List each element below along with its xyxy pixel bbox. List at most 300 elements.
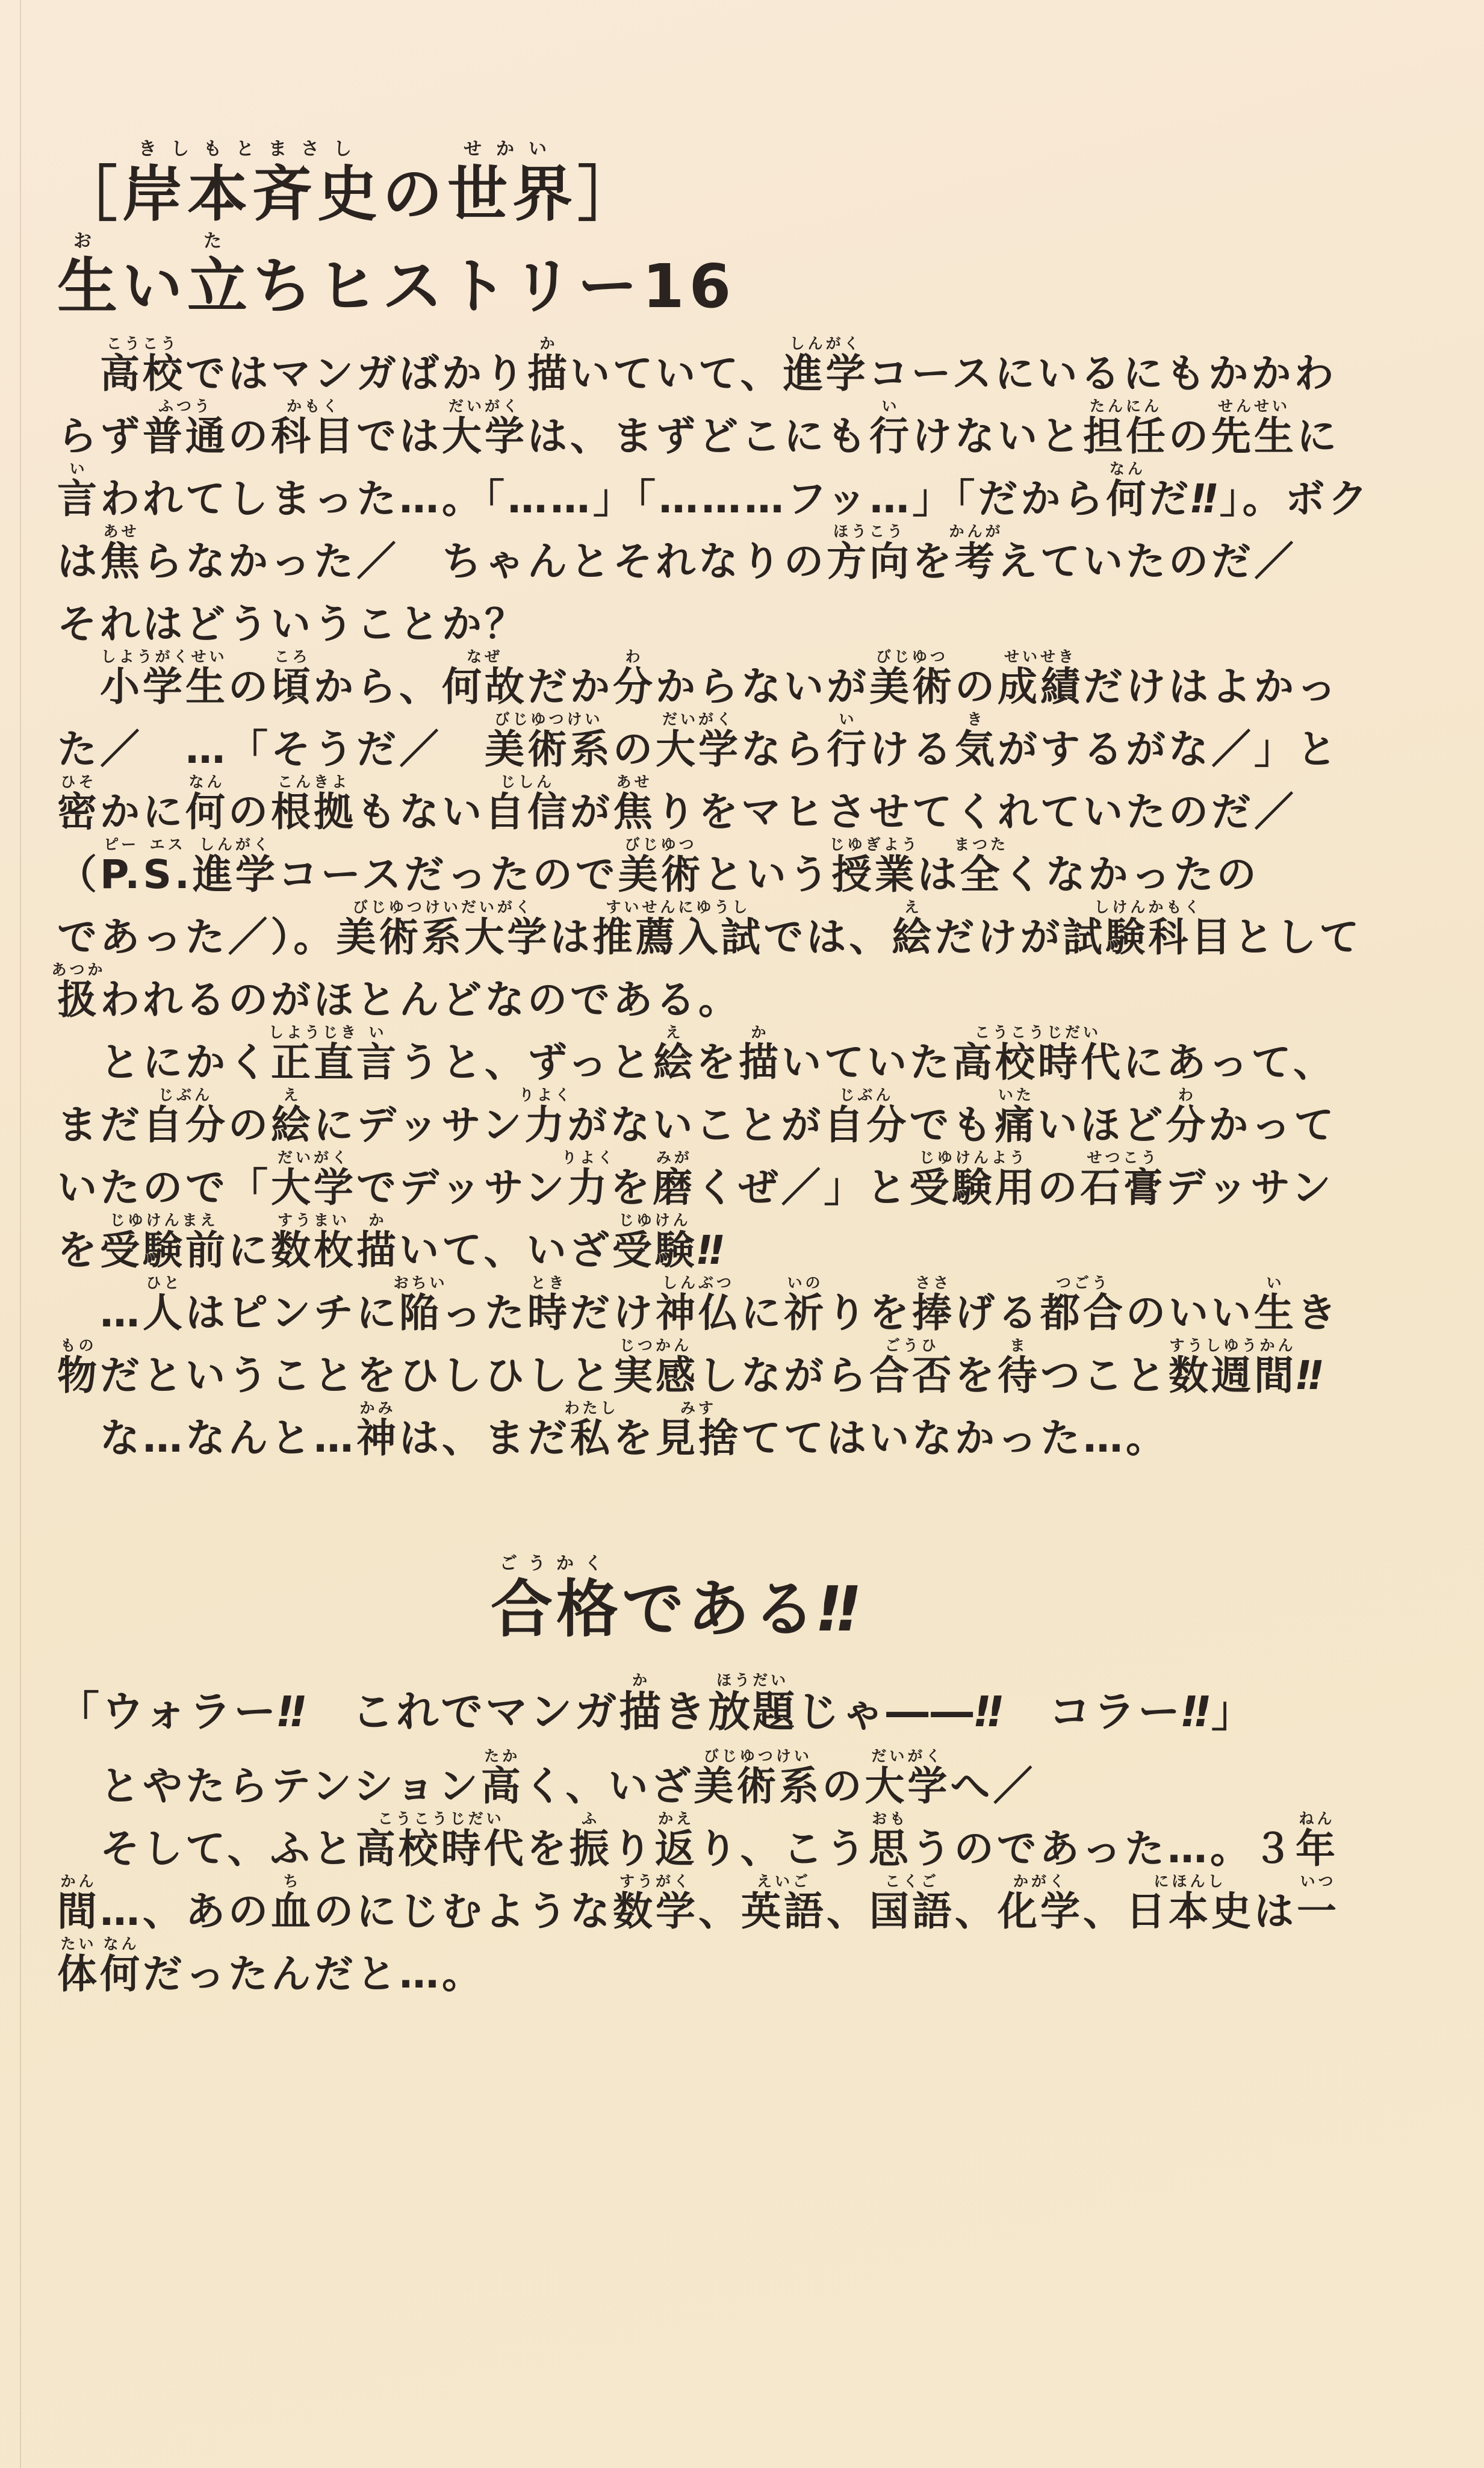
- ruby-segment: りよく 力: [561, 1149, 616, 1211]
- headline-gokaku: [57, 1462, 1484, 1674]
- line-text: [57, 523, 1297, 585]
- ruby-segment: しんぶつ 神仏: [656, 1274, 741, 1336]
- furigana: りよく: [518, 1086, 573, 1104]
- furigana: いた: [998, 1086, 1034, 1104]
- furigana: じゆぎよう: [829, 836, 920, 853]
- text-segment: えていたのだ／: [998, 538, 1297, 585]
- line-text: [51, 961, 741, 1023]
- furigana: なん: [1109, 460, 1146, 477]
- text-segment: は、まずどこにも: [527, 413, 869, 459]
- text-segment: だけ: [570, 1290, 656, 1336]
- furigana: わ: [625, 648, 644, 665]
- furigana: あつか: [51, 961, 106, 978]
- ruby-segment: え 絵: [892, 898, 935, 960]
- text-segment: [57, 664, 100, 710]
- ruby-segment: じしん 自信: [485, 773, 570, 835]
- text-segment: であった／）。: [57, 914, 337, 960]
- furigana: すうがく: [619, 1873, 692, 1890]
- text-segment: コースにいるにもかかわ: [868, 350, 1337, 397]
- text-segment: な…なんと…: [57, 1415, 356, 1461]
- text-segment: からないが: [656, 664, 869, 710]
- line-text: [57, 1747, 1036, 1809]
- furigana: びじゆつ: [875, 648, 949, 665]
- text-segment: へ／: [950, 1763, 1036, 1809]
- ruby-segment: か 描: [527, 335, 570, 397]
- furigana: にほんし: [1153, 1873, 1226, 1890]
- furigana: お: [73, 231, 106, 252]
- furigana: せんせい: [1217, 397, 1291, 415]
- text-segment: の: [1037, 1164, 1081, 1211]
- furigana: すうまい: [277, 1211, 350, 1229]
- line-text: [57, 138, 642, 229]
- furigana: かん: [60, 1873, 97, 1890]
- furigana: か: [751, 1024, 769, 1041]
- text-segment: は: [550, 914, 593, 960]
- text-segment: の: [228, 1102, 271, 1148]
- text-segment: では: [356, 413, 442, 459]
- ruby-segment: すうしゆうかん 数週間: [1169, 1337, 1297, 1399]
- text-segment: 、: [955, 1888, 998, 1935]
- ruby-segment: いの 祈: [784, 1274, 827, 1336]
- ruby-segment: こんきよ 根拠: [271, 773, 356, 835]
- furigana: い: [881, 397, 900, 415]
- furigana: びじゆつけい: [494, 710, 603, 728]
- text-segment: り、こう: [697, 1826, 869, 1872]
- text-segment: の: [822, 1763, 865, 1809]
- furigana: だいがく: [277, 1149, 350, 1166]
- ruby-segment: せんせい 先生: [1211, 397, 1297, 459]
- text-segment: …、あの: [100, 1888, 271, 1935]
- ruby-segment: こうこうじだい 高校時代: [355, 1810, 527, 1872]
- ruby-segment: りよく 力: [518, 1086, 573, 1148]
- ruby-segment: だいがく 大学: [656, 710, 741, 772]
- ruby-segment: きしもとまさし 岸本斉史: [122, 138, 382, 229]
- furigana: びじゆつけい: [703, 1747, 812, 1765]
- double-exclamation: ‼: [273, 1687, 312, 1736]
- text-line-2: [57, 397, 1484, 460]
- ruby-segment: びじゆつけい 美術系: [485, 710, 613, 772]
- exclamation-line: [57, 1671, 1484, 1747]
- ruby-segment: かがく 化学: [998, 1873, 1083, 1935]
- furigana: ピー: [104, 836, 140, 853]
- furigana: え: [665, 1024, 684, 1041]
- furigana: い: [839, 710, 857, 728]
- ruby-segment: じゆけんよう 受験用: [909, 1149, 1038, 1211]
- text-segment: われてしまった…。「……」「………フッ…」「だから: [100, 476, 1107, 522]
- furigana: こうこうじだい: [975, 1024, 1102, 1041]
- ruby-segment: ふつう 普通: [143, 397, 228, 459]
- furigana: とき: [530, 1274, 567, 1292]
- line-text: [57, 648, 1340, 710]
- furigana: なん: [103, 1935, 140, 1953]
- double-exclamation: ‼: [1293, 1352, 1329, 1399]
- furigana: こうこうじだい: [377, 1810, 504, 1827]
- ruby-segment: え 絵: [271, 1086, 314, 1148]
- ruby-segment: い 言: [356, 1024, 399, 1086]
- line-text: [57, 1024, 1337, 1086]
- text-line-16: [57, 1274, 1484, 1337]
- furigana: わたし: [564, 1399, 619, 1417]
- ruby-segment: えいご 英語: [741, 1873, 827, 1935]
- furigana: じぶん: [158, 1086, 213, 1104]
- furigana: いの: [787, 1274, 824, 1292]
- text-segment: いていて、: [570, 350, 783, 397]
- ruby-segment: だいがく 大学: [865, 1747, 951, 1809]
- text-segment: しながら: [698, 1352, 869, 1399]
- furigana: しんぶつ: [662, 1274, 735, 1292]
- ruby-segment: じぶん 自分: [143, 1086, 228, 1148]
- ruby-segment: じぶん 自分: [824, 1086, 910, 1148]
- text-segment: ける: [869, 726, 955, 772]
- ruby-segment: ごうひ 合否: [869, 1337, 955, 1399]
- ruby-segment: ごうかく 合格: [491, 1553, 622, 1646]
- furigana: みが: [656, 1149, 692, 1166]
- text-segment: とにかく: [57, 1039, 271, 1086]
- furigana: じつかん: [619, 1337, 692, 1354]
- ruby-segment: しようじき 正直: [268, 1024, 359, 1086]
- text-segment: それはどういうことか？: [57, 601, 527, 647]
- text-segment: を: [57, 1227, 100, 1273]
- text-line-17: [57, 1337, 1484, 1399]
- furigana: すうしゆうかん: [1169, 1337, 1296, 1354]
- text-line-3: [57, 460, 1484, 523]
- text-line-7: [57, 710, 1484, 773]
- text-segment: り: [612, 1826, 655, 1872]
- text-segment: にデッサン: [314, 1102, 525, 1148]
- furigana: まつた: [954, 836, 1009, 853]
- furigana: あせ: [616, 773, 653, 791]
- ruby-segment: じつかん 実感: [613, 1337, 698, 1399]
- text-segment: に: [741, 1290, 784, 1336]
- page-subtitle: [57, 231, 1484, 322]
- furigana: えいご: [756, 1873, 812, 1890]
- text-segment: けないと: [912, 413, 1083, 459]
- ruby-segment: わ 分: [1166, 1086, 1209, 1148]
- text-segment: の: [228, 789, 271, 835]
- text-segment: [1293, 1352, 1329, 1399]
- furigana: ほうこう: [833, 523, 906, 540]
- text-line-5: [57, 585, 1484, 648]
- text-segment: つこと: [1040, 1352, 1169, 1399]
- ruby-segment: か 描: [356, 1211, 399, 1273]
- line-text: [57, 710, 1340, 772]
- furigana: い: [69, 460, 88, 477]
- ruby-segment: すうまい 数枚: [271, 1211, 356, 1273]
- text-segment: まだ: [57, 1102, 143, 1148]
- furigana: ま: [1010, 1337, 1028, 1354]
- text-segment: くなかったの: [1002, 851, 1259, 898]
- ruby-segment: もの 物: [57, 1337, 100, 1399]
- text-segment: もない: [356, 789, 485, 835]
- ruby-segment: いた 痛: [995, 1086, 1038, 1148]
- text-segment: の: [613, 726, 656, 772]
- furigana: ねん: [1299, 1810, 1335, 1827]
- line-text: [57, 1399, 1169, 1461]
- text-segment: なら: [741, 726, 827, 772]
- furigana: じぶん: [839, 1086, 894, 1104]
- ruby-segment: まつた 全: [954, 836, 1009, 898]
- text-segment: 、: [1083, 1888, 1126, 1935]
- ruby-segment: あつか 扱: [51, 961, 106, 1023]
- ruby-segment: しんがく 進学: [192, 836, 278, 898]
- ruby-segment: え 絵: [653, 1024, 697, 1086]
- ruby-segment: つごう 都合: [1040, 1274, 1126, 1336]
- text-segment: を: [696, 1039, 739, 1086]
- furigana: なん: [188, 773, 225, 791]
- furigana: か: [539, 335, 558, 352]
- ruby-segment: しんがく 進学: [783, 335, 869, 397]
- ruby-segment: びじゆつけいだいがく 美術系大学: [336, 898, 550, 960]
- text-segment: いていた: [781, 1039, 953, 1086]
- text-segment: ］: [577, 159, 642, 229]
- text-segment: を: [912, 538, 955, 585]
- ruby-segment: エス S.: [143, 836, 193, 898]
- furigana: たい: [60, 1935, 97, 1953]
- text-segment: は: [57, 538, 100, 585]
- text-line-21: [57, 1747, 1484, 1810]
- furigana: つごう: [1055, 1274, 1111, 1292]
- text-line-18: [57, 1399, 1484, 1462]
- ruby-segment: ころ 頃: [271, 648, 314, 710]
- text-segment: [57, 350, 100, 397]
- line-text: [57, 460, 1371, 522]
- ruby-segment: たい 体: [57, 1935, 100, 1997]
- ruby-segment: いつ 一: [1297, 1873, 1340, 1935]
- furigana: だいがく: [871, 1747, 944, 1765]
- text-segment: [693, 1227, 730, 1273]
- text-segment: いほど: [1037, 1102, 1166, 1148]
- text-segment: ではマンガばかり: [185, 350, 527, 397]
- furigana: ころ: [274, 648, 311, 665]
- text-segment: き: [663, 1687, 709, 1736]
- text-segment: が: [570, 789, 613, 835]
- text-segment: の: [955, 664, 998, 710]
- text-segment: でも: [909, 1102, 995, 1148]
- text-segment: だということをひしひしと: [100, 1352, 613, 1399]
- text-segment: から、: [314, 664, 442, 710]
- text-segment: である‼: [622, 1573, 868, 1646]
- furigana: だいがく: [448, 397, 521, 415]
- furigana: た: [203, 231, 236, 252]
- line-text: [57, 1211, 730, 1273]
- text-segment: を: [613, 1415, 656, 1461]
- furigana: すいせんにゆうし: [606, 898, 751, 916]
- furigana: わ: [1178, 1086, 1196, 1104]
- furigana: ひと: [146, 1274, 182, 1292]
- furigana: せかい: [464, 138, 561, 160]
- line-text: [57, 1337, 1329, 1399]
- ruby-segment: い 行: [827, 710, 869, 772]
- ruby-segment: かえ 返: [654, 1810, 698, 1872]
- furigana: びじゆつ: [624, 836, 697, 853]
- double-exclamation: ‼: [1178, 1687, 1216, 1736]
- line-text: [57, 601, 527, 647]
- ruby-segment: ささ 捧: [912, 1274, 955, 1336]
- furigana: じゆけんよう: [919, 1149, 1028, 1166]
- text-segment: く、いざ: [523, 1763, 694, 1809]
- text-segment: 、: [698, 1888, 741, 1935]
- text-segment: 「ウォラー‼ これでマンガ: [57, 1687, 619, 1736]
- line-text: [57, 1810, 1339, 1872]
- line-text: [57, 1149, 1334, 1211]
- furigana: せつこう: [1087, 1149, 1160, 1166]
- ruby-segment: とき 時: [527, 1274, 570, 1336]
- text-segment: われるのがほとんどなのである。: [100, 977, 741, 1023]
- text-segment: がないことが: [567, 1102, 824, 1148]
- line-text: [57, 836, 1259, 898]
- text-segment: だけが: [934, 914, 1063, 960]
- furigana: だいがく: [662, 710, 735, 728]
- text-segment: はピンチに: [185, 1290, 399, 1336]
- furigana: しようじき: [268, 1024, 359, 1041]
- ruby-segment: せいせき 成績: [998, 648, 1083, 710]
- text-segment: にあって、: [1123, 1039, 1337, 1086]
- text-segment: （: [57, 851, 100, 898]
- furigana: しんがく: [199, 836, 272, 853]
- text-segment: …: [57, 1290, 143, 1336]
- ruby-segment: あせ 焦: [100, 523, 143, 585]
- text-segment: のいい: [1126, 1290, 1254, 1336]
- furigana: ふつう: [158, 397, 213, 415]
- ruby-segment: だいがく 大学: [442, 397, 527, 459]
- text-line-4: [57, 523, 1484, 585]
- text-segment: かに: [100, 789, 185, 835]
- text-segment: かって: [1208, 1102, 1337, 1148]
- line-text: [57, 231, 736, 322]
- text-segment: らなかった／ ちゃんとそれなりの: [143, 538, 827, 585]
- text-segment: でデッサン: [356, 1164, 568, 1211]
- furigana: じゆけんまえ: [110, 1211, 219, 1229]
- text-segment: の: [382, 159, 447, 229]
- ruby-segment: ピー P.: [100, 836, 143, 898]
- ruby-segment: き 気: [955, 710, 998, 772]
- line-text: [57, 1086, 1337, 1148]
- text-segment: の: [228, 413, 271, 459]
- furigana: たか: [484, 1747, 521, 1765]
- ruby-segment: なん 何: [185, 773, 228, 835]
- furigana: あせ: [103, 523, 140, 540]
- ruby-segment: ひそ 密: [57, 773, 100, 835]
- text-segment: うと、ずっと: [399, 1039, 654, 1086]
- ruby-segment: か 描: [739, 1024, 782, 1086]
- double-exclamation: ‼: [970, 1687, 1009, 1736]
- ruby-segment: こうこう 高校: [100, 335, 185, 397]
- text-segment: がするがな／」と: [998, 726, 1340, 772]
- furigana: い: [1266, 1274, 1285, 1292]
- text-segment: コースだったので: [278, 851, 618, 898]
- ruby-segment: お 生: [57, 231, 122, 322]
- text-line-15: [57, 1211, 1484, 1274]
- text-segment: ちヒストリー16: [252, 251, 736, 322]
- ruby-segment: こうこうじだい 高校時代: [952, 1024, 1124, 1086]
- text-segment: げる: [955, 1290, 1040, 1336]
- ruby-segment: い 生: [1254, 1274, 1297, 1336]
- text-segment: に: [1297, 413, 1340, 459]
- ruby-segment: びじゆつ 美術: [869, 648, 955, 710]
- furigana: かがく: [1013, 1873, 1068, 1890]
- ruby-segment: ひと 人: [143, 1274, 185, 1336]
- ruby-segment: じゆぎよう 授業: [829, 836, 920, 898]
- text-segment: じゃ――‼ コラー‼」: [797, 1687, 1256, 1736]
- ruby-segment: わ 分: [613, 648, 656, 710]
- text-segment: いたので「: [57, 1164, 271, 1211]
- ruby-segment: い 言: [57, 460, 100, 522]
- ruby-segment: おちい 陥: [393, 1274, 448, 1336]
- text-segment: りをマヒさせてくれていたのだ／: [656, 789, 1297, 835]
- text-segment: ［: [57, 159, 122, 229]
- furigana: かんが: [949, 523, 1004, 540]
- furigana: い: [368, 1024, 387, 1041]
- ruby-segment: すいせんにゆうし 推薦入試: [592, 898, 764, 960]
- ruby-segment: じゆけん 受験: [612, 1211, 698, 1273]
- furigana: びじゆつけいだいがく: [352, 898, 533, 916]
- furigana: きしもとまさし: [138, 138, 366, 160]
- ruby-segment: ほうだい 放題: [708, 1671, 798, 1736]
- ruby-segment: せつこう 石膏: [1080, 1149, 1166, 1211]
- ruby-segment: た 立: [187, 231, 252, 322]
- ruby-segment: せかい 世界: [447, 138, 577, 229]
- furigana: しけんかもく: [1094, 898, 1203, 916]
- furigana: おちい: [393, 1274, 448, 1292]
- ruby-segment: しようがくせい 小学生: [100, 648, 228, 710]
- furigana: せいせき: [1004, 648, 1077, 665]
- furigana: もの: [60, 1337, 97, 1354]
- furigana: か: [632, 1671, 651, 1689]
- ruby-segment: だいがく 大学: [271, 1149, 356, 1211]
- line-text: [57, 397, 1340, 459]
- text-segment: だったんだと…。: [143, 1951, 485, 1997]
- line-text: [57, 1671, 1256, 1736]
- furigana: たんにん: [1089, 397, 1163, 415]
- text-segment: た／ …「そうだ／: [57, 726, 485, 772]
- text-segment: くぜ／」と: [695, 1164, 910, 1211]
- text-line-8: [57, 773, 1484, 836]
- text-segment: だか: [527, 664, 613, 710]
- text-segment: った: [442, 1290, 527, 1336]
- series-title: [57, 138, 1484, 229]
- furigana: りよく: [561, 1149, 616, 1166]
- line-text: [57, 1873, 1340, 1935]
- article-body: [51, 335, 1484, 1998]
- text-line-6: [57, 648, 1484, 710]
- furigana: ごうひ: [884, 1337, 940, 1354]
- furigana: こくご: [884, 1873, 940, 1890]
- double-exclamation: ‼: [812, 1573, 868, 1646]
- text-segment: として: [1234, 914, 1362, 960]
- furigana: エス: [149, 836, 186, 853]
- ruby-segment: びじゆつけい 美術系: [694, 1747, 822, 1809]
- ruby-segment: か 描: [619, 1671, 664, 1736]
- text-segment: は、まだ: [399, 1415, 570, 1461]
- furigana: ひそ: [60, 773, 97, 791]
- furigana: こんきよ: [277, 773, 350, 791]
- ruby-segment: ち 血: [271, 1873, 314, 1935]
- furigana: ささ: [915, 1274, 952, 1292]
- ruby-segment: びじゆつ 美術: [618, 836, 704, 898]
- text-segment: の: [1169, 413, 1211, 459]
- text-segment: そして、ふと: [57, 1826, 356, 1872]
- text-segment: は: [1254, 1888, 1297, 1935]
- text-segment: き: [1297, 1290, 1340, 1336]
- furigana: ふ: [582, 1810, 600, 1827]
- double-exclamation: ‼: [693, 1227, 730, 1273]
- ruby-segment: かみ 神: [356, 1399, 399, 1461]
- text-line-14: [57, 1149, 1484, 1211]
- text-segment: とやたらテンション: [57, 1763, 481, 1809]
- ruby-segment: ふ 振: [569, 1810, 612, 1872]
- ruby-segment: ほうこう 方向: [827, 523, 912, 585]
- text-segment: のにじむような: [314, 1888, 613, 1935]
